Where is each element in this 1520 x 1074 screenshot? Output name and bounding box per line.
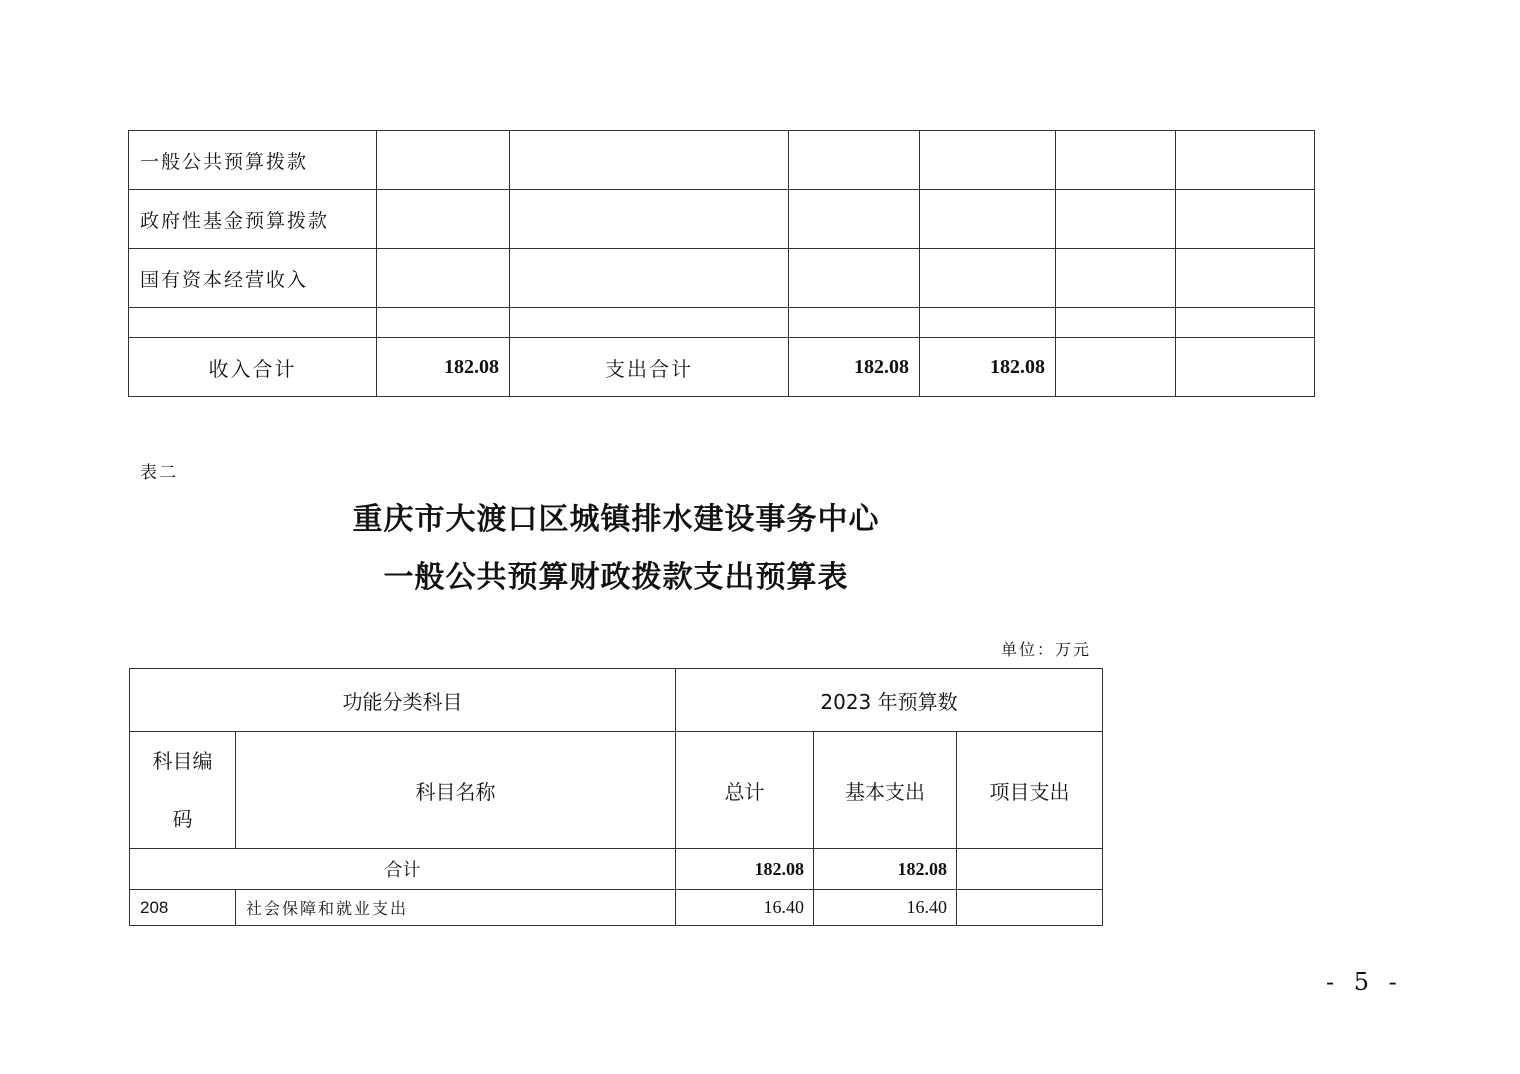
income-total-label: 收入合计 <box>129 338 377 397</box>
table-row <box>129 249 1315 308</box>
expense-total-label: 支出合计 <box>510 338 789 397</box>
page-subtitle: 一般公共预算财政拨款支出预算表 <box>383 560 849 595</box>
sum-row <box>130 849 1103 890</box>
unit-label: 单位：万元 <box>1000 640 1091 659</box>
row-project <box>957 890 1103 926</box>
code-header <box>130 732 236 849</box>
expense-col2-value: 182.08 <box>920 338 1056 397</box>
table-row-blank <box>129 308 1315 338</box>
page-title: 重庆市大渡口区城镇排水建设事务中心 <box>352 502 880 537</box>
table-tag: 表二 <box>140 463 178 483</box>
sum-basic: 182.08 <box>814 849 957 890</box>
code-header-line2: 码 <box>172 807 193 831</box>
expense-total-value: 182.08 <box>789 338 920 397</box>
income-expense-table <box>128 130 1315 397</box>
total-row <box>129 338 1315 397</box>
page-number: - 5 - <box>1326 968 1403 996</box>
category-header: 功能分类科目 <box>130 669 676 732</box>
row-code: 208 <box>130 890 236 926</box>
sum-label: 合计 <box>130 849 676 890</box>
row-label: 一般公共预算拨款 <box>129 131 377 190</box>
budget-year-header: 2023 年预算数 <box>676 669 1103 732</box>
header-row <box>130 669 1103 732</box>
row-label: 政府性基金预算拨款 <box>129 190 377 249</box>
code-header-line1: 科目编 <box>152 749 213 773</box>
row-label: 国有资本经营收入 <box>129 249 377 308</box>
row-basic: 16.40 <box>814 890 957 926</box>
table-row <box>129 131 1315 190</box>
budget-expense-table <box>129 668 1103 926</box>
project-header: 项目支出 <box>957 732 1103 849</box>
basic-header: 基本支出 <box>814 732 957 849</box>
row-name: 社会保障和就业支出 <box>236 890 676 926</box>
sum-project <box>957 849 1103 890</box>
sum-total: 182.08 <box>676 849 814 890</box>
subheader-row <box>130 732 1103 849</box>
row-total: 16.40 <box>676 890 814 926</box>
name-header: 科目名称 <box>236 732 676 849</box>
table-row <box>130 890 1103 926</box>
total-header: 总计 <box>676 732 814 849</box>
income-total-value: 182.08 <box>377 338 510 397</box>
table-row <box>129 190 1315 249</box>
